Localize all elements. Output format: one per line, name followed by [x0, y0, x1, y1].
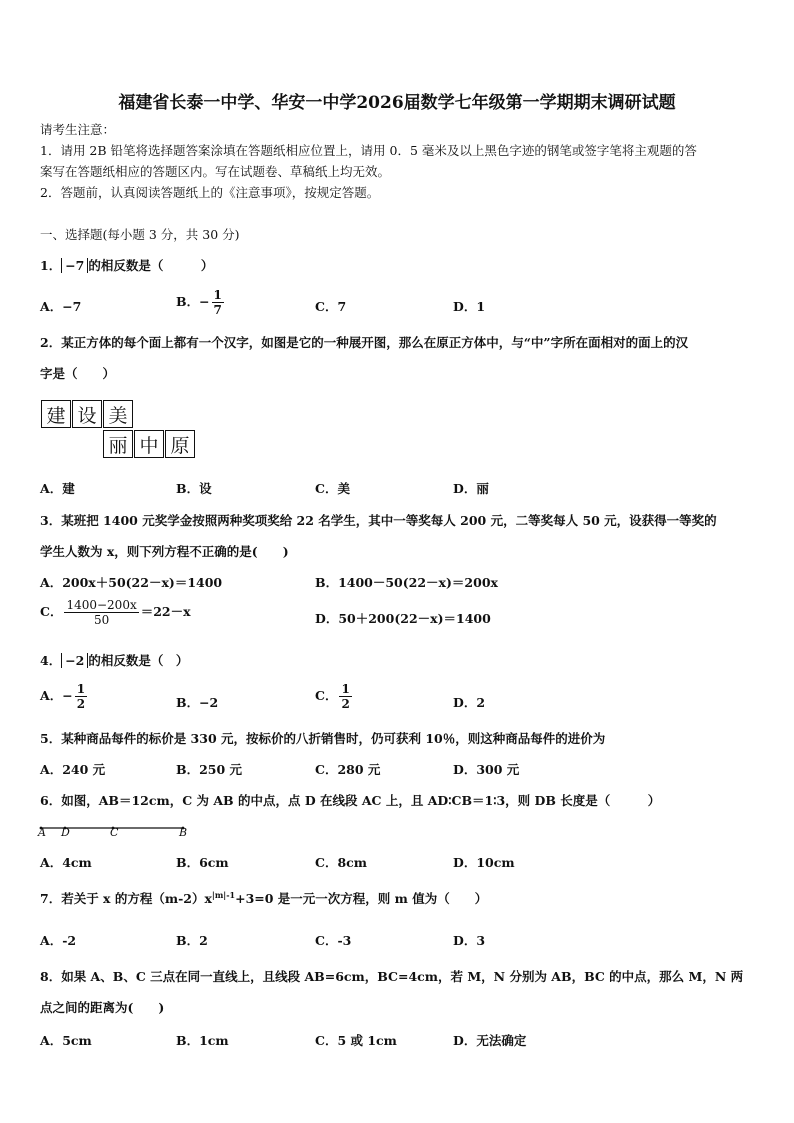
- notice-item-1-cont: 案写在答题纸相应的答题区内。写在试题卷、草稿纸上均无效。: [40, 164, 391, 179]
- question-1-text: 的相反数是（ ）: [88, 258, 214, 273]
- question-4-text: 的相反数是（ ）: [88, 653, 189, 668]
- q4-option-a-fraction: [75, 682, 87, 711]
- q1-option-d: D．1: [453, 299, 486, 314]
- fraction-numerator: 1: [213, 288, 222, 302]
- point-label-d: D: [61, 826, 70, 839]
- q4-option-a-prefix: A．−: [40, 688, 73, 703]
- q2-option-b: B．设: [176, 481, 212, 496]
- notice-item-2: 2．答题前，认真阅读答题纸上的《注意事项》，按规定答题。: [40, 185, 380, 200]
- question-3-line-1: 3．某班把 1400 元奖学金按照两种奖项奖给 22 名学生，其中一等奖每人 200 元，二等奖每人 50 元，设获得一等奖的: [40, 513, 717, 528]
- q8-option-d: D．无法确定: [453, 1033, 527, 1048]
- question-7: [40, 889, 487, 907]
- q7-option-b: B．2: [176, 933, 208, 948]
- q3-option-b: B．1400－50(22－x)＝200x: [315, 575, 498, 590]
- q8-option-b: B．1cm: [176, 1033, 229, 1048]
- q1-option-b-fraction: [212, 288, 224, 317]
- q1-option-b: [176, 288, 226, 317]
- q5-option-c: C．280 元: [315, 762, 381, 777]
- section-heading: 一、选择题(每小题 3 分，共 30 分): [40, 227, 240, 242]
- question-3-line-2: 学生人数为 x，则下列方程不正确的是( ): [40, 544, 289, 559]
- q6-option-a: A．4cm: [40, 855, 92, 870]
- q1-option-b-prefix: B．−: [176, 294, 210, 309]
- point-label-c: C: [110, 826, 119, 839]
- q2-option-d: D．丽: [453, 481, 489, 496]
- q1-option-a: A．−7: [40, 299, 82, 314]
- cube-net-cell: 设: [72, 400, 102, 428]
- question-7-exponent: |m|-1: [211, 889, 236, 900]
- q4-option-d: D．2: [453, 695, 486, 710]
- q7-option-d: D．3: [453, 933, 486, 948]
- cube-net-cell: 丽: [103, 430, 133, 458]
- notice-item-1: 1．请用 2B 铅笔将选择题答案涂填在答题纸相应位置上，请用 0．5 毫米及以上黑色字迹的钢笔或签字笔将主观题的答: [40, 143, 697, 158]
- question-4-number: 4．: [40, 653, 62, 668]
- question-2-line-1: 2．某正方体的每个面上都有一个汉字，如图是它的一种展开图，那么在原正方体中，与“中”字所在面相对的面上的汉: [40, 335, 689, 350]
- point-label-b: B: [179, 826, 188, 839]
- question-1-abs-value: −7: [61, 258, 88, 273]
- q5-option-d: D．300 元: [453, 762, 520, 777]
- question-1-number: 1．: [40, 258, 62, 273]
- q4-option-c: [315, 682, 354, 711]
- question-7-suffix: +3=0 是一元一次方程，则 m 值为（ ）: [235, 891, 488, 906]
- fraction-denominator: 2: [341, 697, 350, 711]
- cube-net-cell: 中: [134, 430, 164, 458]
- fraction-denominator: 50: [93, 613, 110, 627]
- q3-option-d: D．50＋200(22－x)＝1400: [315, 611, 491, 626]
- q2-option-a: A．建: [40, 481, 75, 496]
- q7-option-a: A．-2: [40, 933, 77, 948]
- question-4: [40, 651, 188, 669]
- q3-option-c-suffix: ＝22－x: [140, 604, 191, 619]
- fraction-numerator: 1: [341, 682, 350, 696]
- fraction-numerator: 1: [76, 682, 86, 696]
- q4-option-c-prefix: C．: [315, 688, 338, 703]
- q3-option-c: [40, 598, 191, 627]
- q7-option-c: C．-3: [315, 933, 352, 948]
- q5-option-a: A．240 元: [40, 762, 106, 777]
- fraction-denominator: 7: [213, 303, 222, 317]
- question-7-prefix: 7．若关于 x 的方程（m-2）x: [40, 891, 212, 906]
- fraction-denominator: 2: [76, 697, 86, 711]
- question-8-line-1: 8．如果 A、B、C 三点在同一直线上，且线段 AB=6cm，BC=4cm，若 M，N 分别为 AB，BC 的中点，那么 M，N 两: [40, 969, 744, 984]
- q2-option-c: C．美: [315, 481, 350, 496]
- q6-option-c: C．8cm: [315, 855, 367, 870]
- q1-option-c: C．7: [315, 299, 347, 314]
- question-5: 5．某种商品每件的标价是 330 元，按标价的八折销售时，仍可获利 10％，则这种商品每件的进价为: [40, 731, 606, 746]
- q4-option-c-fraction: [339, 682, 351, 711]
- notice-heading: 请考生注意：: [40, 122, 116, 137]
- q3-option-c-fraction: [64, 598, 138, 627]
- page-title: 福建省长泰一中学、华安一中学2026届数学七年级第一学期期末调研试题: [118, 93, 676, 113]
- question-8-line-2: 点之间的距离为( ): [40, 1000, 165, 1015]
- fraction-numerator: 1400−200x: [66, 598, 137, 612]
- question-4-abs-value: −2: [61, 653, 88, 668]
- q3-option-c-prefix: C．: [40, 604, 63, 619]
- question-2-line-2: 字是（ ）: [40, 366, 116, 381]
- q3-option-a: A．200x＋50(22－x)＝1400: [40, 575, 223, 590]
- question-1: [40, 256, 213, 274]
- q5-option-b: B．250 元: [176, 762, 243, 777]
- q6-option-b: B．6cm: [176, 855, 229, 870]
- question-6: 6．如图，AB＝12cm，C 为 AB 的中点，点 D 在线段 AC 上，且 AD∶CB＝1∶3，则 DB 长度是（ ）: [40, 793, 661, 808]
- cube-net-cell: 原: [165, 430, 195, 458]
- q8-option-a: A．5cm: [40, 1033, 92, 1048]
- q4-option-b: B．−2: [176, 695, 219, 710]
- cube-net-cell: 建: [41, 400, 71, 428]
- q4-option-a: [40, 682, 89, 711]
- q6-option-d: D．10cm: [453, 855, 515, 870]
- q8-option-c: C．5 或 1cm: [315, 1033, 397, 1048]
- point-label-a: A: [38, 826, 46, 839]
- cube-net-cell: 美: [103, 400, 133, 428]
